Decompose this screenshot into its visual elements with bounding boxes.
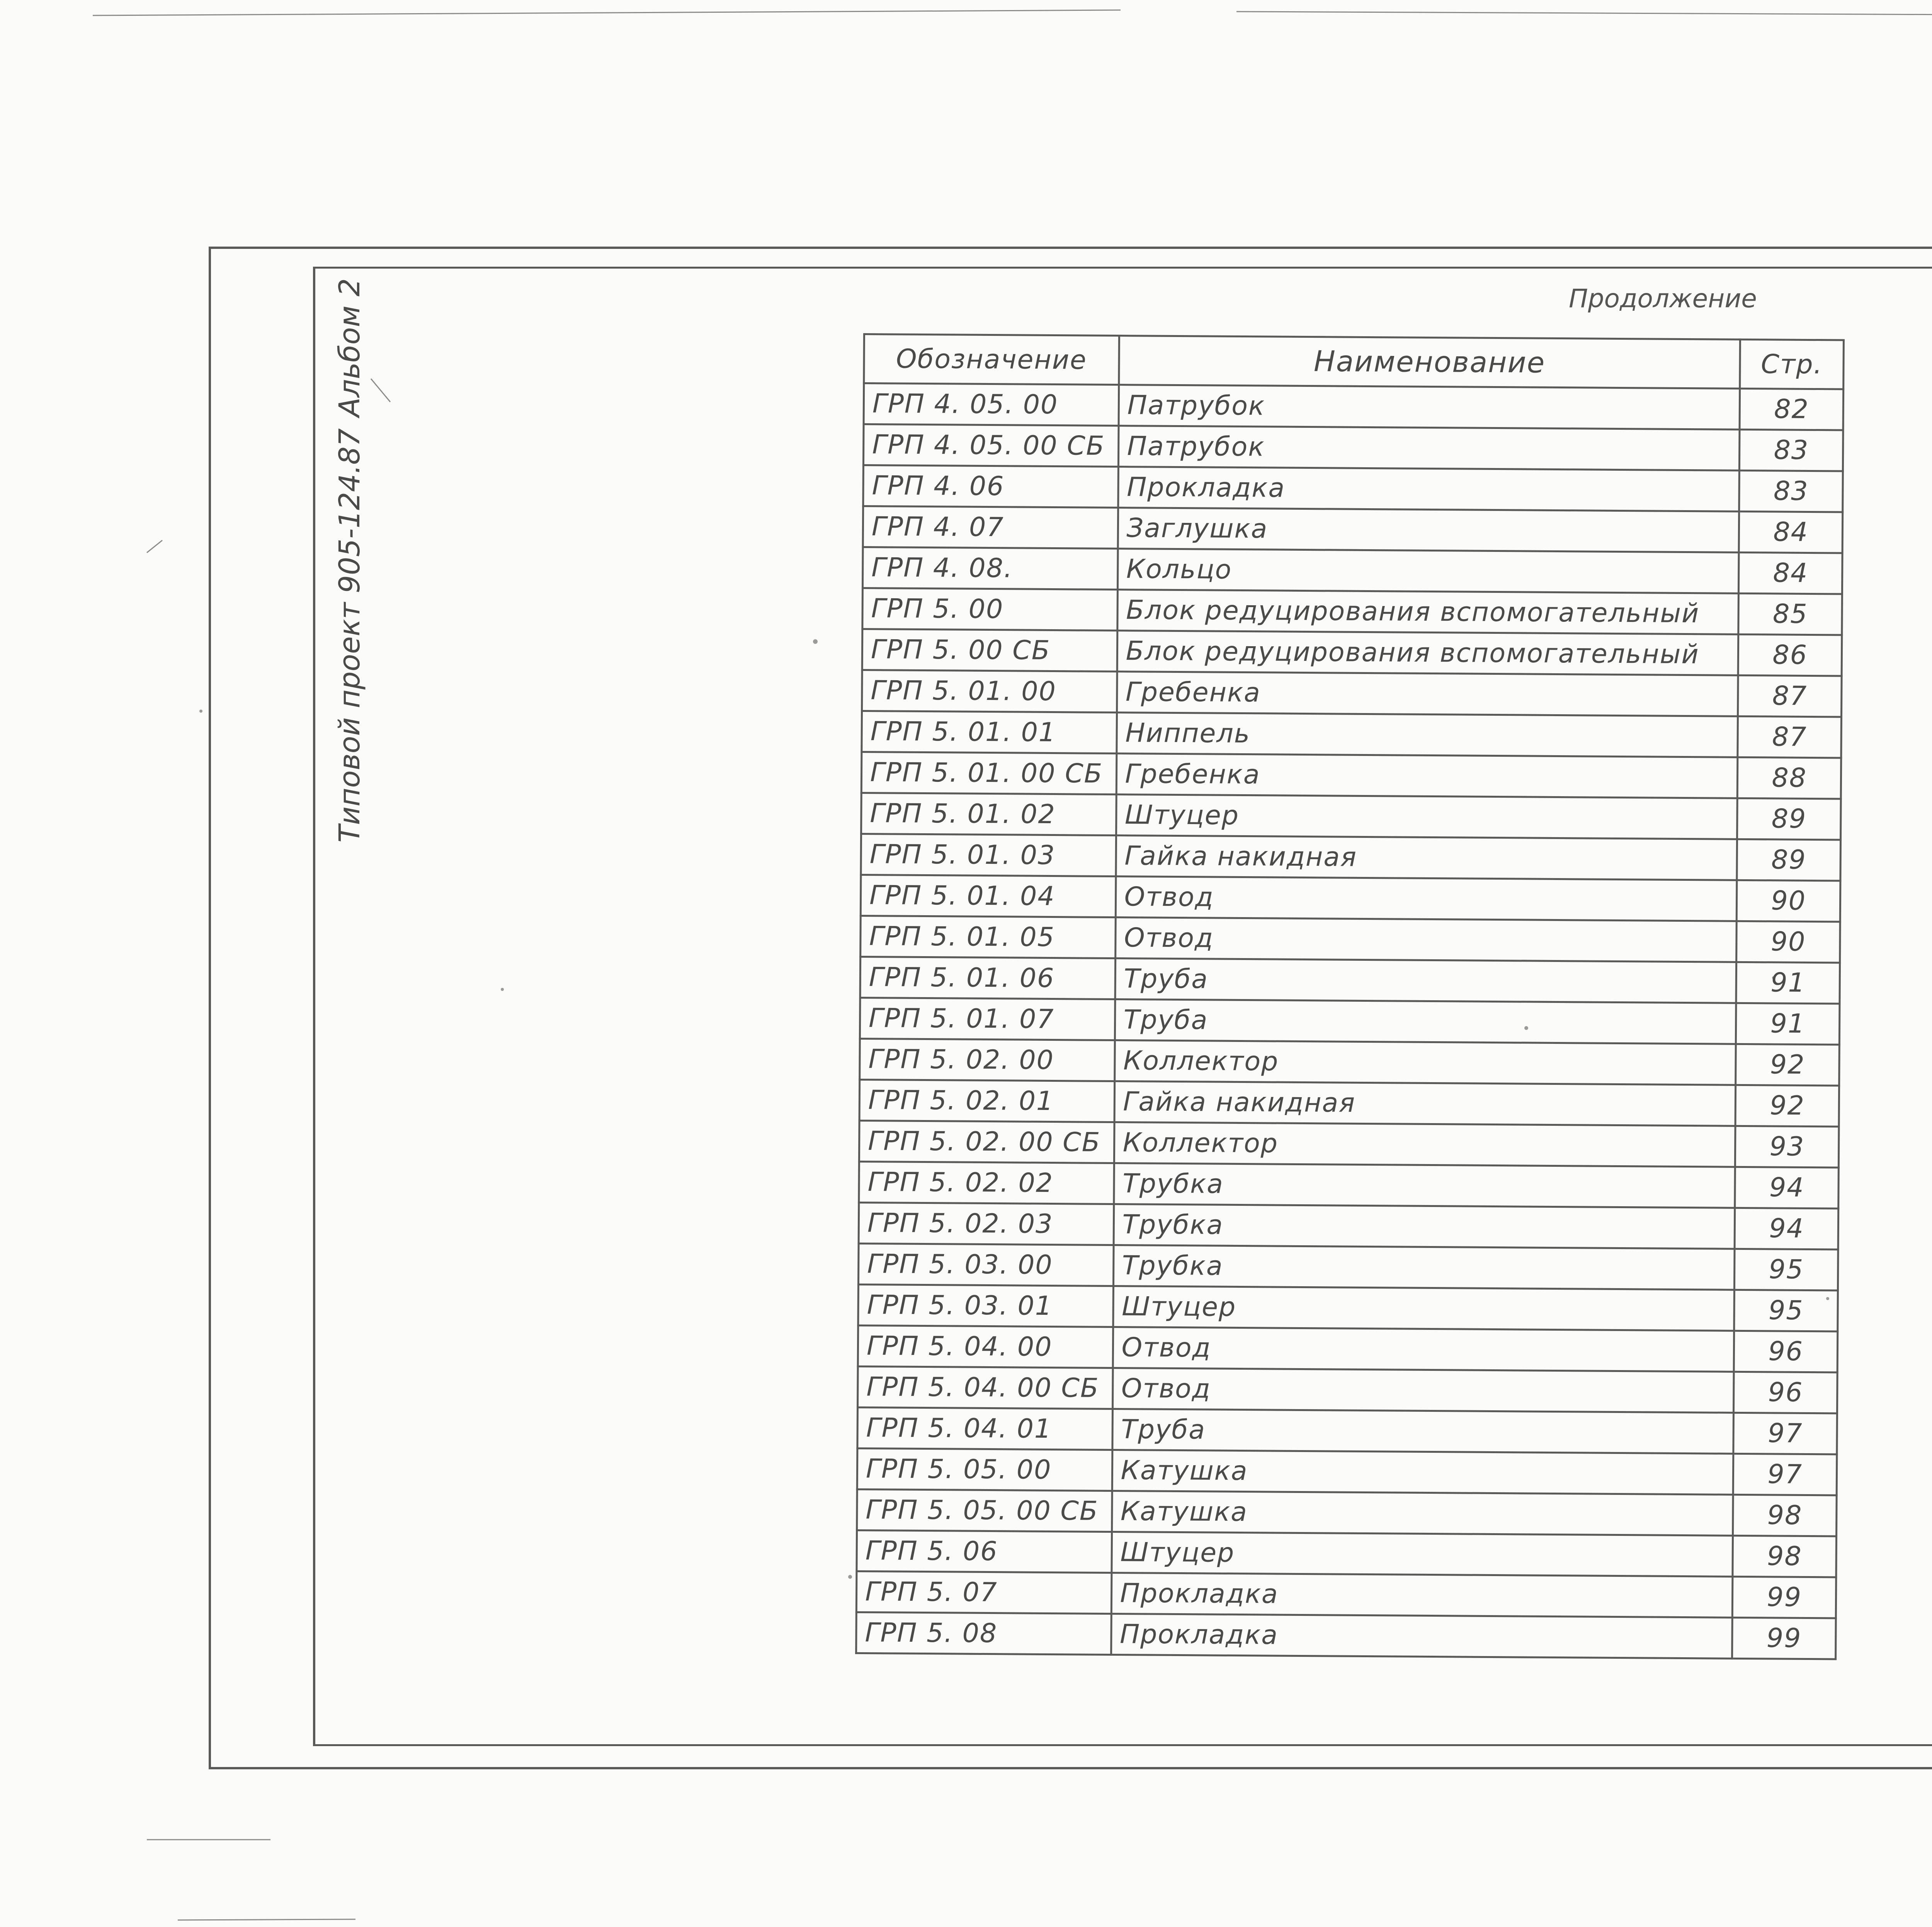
table-row [862,547,1842,594]
cell-designation: ГРП 5. 01. 06 [860,957,1115,999]
cell-name: Гребенка [1116,754,1738,798]
header-name: Наименование [1119,336,1740,389]
cell-designation: ГРП 5. 01. 01 [862,711,1117,753]
cell-designation: ГРП 5. 03. 01 [858,1284,1113,1327]
cell-designation: ГРП 5. 05. 00 СБ [857,1489,1112,1532]
cell-page: 95 [1735,1249,1838,1290]
table-row [859,1079,1839,1126]
table-row [859,1120,1839,1167]
cell-name: Прокладка [1111,1573,1733,1617]
table-row [863,465,1843,512]
cell-name: Прокладка [1118,467,1739,512]
cell-designation: ГРП 5. 01. 00 [862,670,1117,712]
cell-name: Блок редуцирования вспомогательный [1117,631,1738,676]
cell-page: 87 [1738,675,1842,717]
cell-page: 98 [1733,1535,1836,1577]
continuation-label: Продолжение [1569,284,1757,313]
table-row [857,1448,1837,1495]
cell-page: 95 [1734,1290,1838,1331]
cell-page: 85 [1738,593,1842,635]
table-row [857,1489,1837,1536]
cell-name: Прокладка [1111,1614,1732,1658]
cell-page: 89 [1737,798,1841,840]
cell-designation: ГРП 5. 06 [857,1530,1112,1573]
cell-name: Патрубок [1118,426,1740,471]
table-row [858,1325,1838,1372]
table-row [860,957,1840,1003]
cell-page: 99 [1733,1576,1836,1618]
cell-name: Коллектор [1114,1040,1736,1085]
table-row [858,1284,1838,1331]
cell-designation: ГРП 5. 01. 03 [861,834,1116,876]
cell-name: Трубка [1114,1163,1735,1208]
cell-page: 99 [1732,1617,1836,1659]
cell-designation: ГРП 4. 05. 00 СБ [863,424,1118,467]
cell-designation: ГРП 4. 06 [863,465,1118,508]
table-row [859,1161,1839,1208]
cell-designation: ГРП 4. 07 [863,506,1118,549]
cell-designation: ГРП 4. 05. 00 [864,383,1119,426]
cell-page: 97 [1733,1454,1837,1495]
cell-designation: ГРП 5. 03. 00 [858,1243,1113,1286]
cell-name: Катушка [1112,1491,1733,1535]
header-designation: Обозначение [864,334,1119,385]
project-title: Типовой проект 905-124.87 [333,428,366,843]
cell-designation: ГРП 4. 08. [862,547,1117,590]
cell-name: Труба [1115,958,1736,1003]
table-row [861,834,1841,880]
cell-page: 92 [1736,1044,1839,1086]
cell-name: Штуцер [1116,795,1737,839]
cell-designation: ГРП 5. 07 [856,1571,1111,1614]
table-row [858,1366,1838,1413]
table-row [857,1407,1837,1454]
cell-name: Гайка накидная [1114,1081,1736,1126]
cell-page: 91 [1736,1003,1840,1045]
cell-designation: ГРП 5. 01. 02 [861,793,1116,835]
cell-name: Кольцо [1117,549,1739,594]
cell-name: Заглушка [1118,508,1739,553]
cell-page: 84 [1739,511,1842,553]
cell-name: Гайка накидная [1116,836,1737,880]
cell-name: Патрубок [1119,385,1740,430]
cell-page: 83 [1739,470,1843,512]
cell-designation: ГРП 5. 05. 00 [857,1448,1112,1491]
cell-name: Штуцер [1112,1532,1733,1576]
cell-page: 89 [1737,839,1840,881]
header-page: Стр. [1740,339,1844,389]
table-row [862,629,1842,676]
table-row [864,383,1844,430]
cell-name: Трубка [1113,1245,1735,1290]
cell-page: 82 [1740,388,1843,430]
table-row [857,1530,1837,1577]
cell-page: 90 [1737,880,1840,922]
cell-page: 90 [1736,921,1840,963]
table-row [863,506,1843,553]
cell-page: 94 [1735,1167,1838,1209]
table-row [859,1202,1838,1249]
table-row [862,588,1842,635]
side-title [328,263,371,843]
cell-name: Отвод [1113,1327,1734,1372]
cell-designation: ГРП 5. 08 [856,1612,1111,1655]
table-body [856,383,1844,1659]
cell-page: 87 [1738,716,1841,758]
cell-page: 84 [1739,552,1842,594]
cell-name: Отвод [1116,877,1737,921]
cell-designation: ГРП 5. 01. 04 [861,875,1116,917]
cell-page: 91 [1736,962,1840,1004]
cell-name: Коллектор [1114,1122,1735,1167]
table-row [861,916,1840,962]
cell-page: 88 [1738,757,1841,799]
table-row [863,424,1843,471]
cell-name: Штуцер [1113,1286,1734,1331]
cell-name: Катушка [1112,1450,1733,1495]
cell-designation: ГРП 5. 02. 00 СБ [859,1120,1114,1163]
table-row [858,1243,1838,1290]
cell-name: Труба [1112,1409,1734,1454]
cell-page: 97 [1733,1413,1837,1454]
table-row [861,793,1841,839]
table-row [861,875,1840,921]
cell-name: Отвод [1112,1368,1734,1413]
cell-designation: ГРП 5. 01. 05 [861,916,1116,958]
cell-page: 83 [1740,429,1843,471]
cell-designation: ГРП 5. 02. 03 [859,1202,1114,1245]
cell-page: 93 [1735,1126,1839,1168]
table-row [862,670,1842,717]
cell-name: Трубка [1114,1204,1735,1249]
cell-designation: ГРП 5. 04. 00 СБ [858,1366,1113,1409]
table-row [861,752,1841,798]
cell-designation: ГРП 5. 00 [862,588,1117,631]
table-row [862,711,1842,758]
album-title: Альбом 2 [333,278,366,417]
cell-designation: ГРП 5. 04. 00 [858,1325,1113,1368]
cell-name: Отвод [1115,918,1736,962]
cell-name: Ниппель [1117,713,1738,758]
table-row [860,998,1840,1044]
cell-designation: ГРП 5. 02. 00 [860,1038,1115,1081]
table-row [856,1612,1836,1659]
table-row [856,1571,1836,1618]
cell-designation: ГРП 5. 02. 02 [859,1161,1114,1204]
cell-designation: ГРП 5. 01. 00 СБ [861,752,1116,794]
cell-designation: ГРП 5. 00 СБ [862,629,1117,672]
cell-page: 92 [1735,1085,1839,1127]
cell-designation: ГРП 5. 02. 01 [859,1079,1114,1122]
cell-name: Гребенка [1117,672,1738,717]
table-header-row [864,334,1844,389]
cell-page: 96 [1734,1372,1837,1413]
specification-table [855,333,1845,1660]
cell-name: Труба [1115,999,1736,1044]
cell-page: 96 [1734,1331,1838,1372]
cell-page: 98 [1733,1495,1837,1536]
cell-designation: ГРП 5. 01. 07 [860,998,1115,1040]
cell-page: 86 [1738,634,1842,676]
cell-designation: ГРП 5. 04. 01 [857,1407,1112,1450]
cell-page: 94 [1735,1208,1838,1249]
cell-name: Блок редуцирования вспомогательный [1117,590,1738,635]
table-row [860,1038,1840,1085]
